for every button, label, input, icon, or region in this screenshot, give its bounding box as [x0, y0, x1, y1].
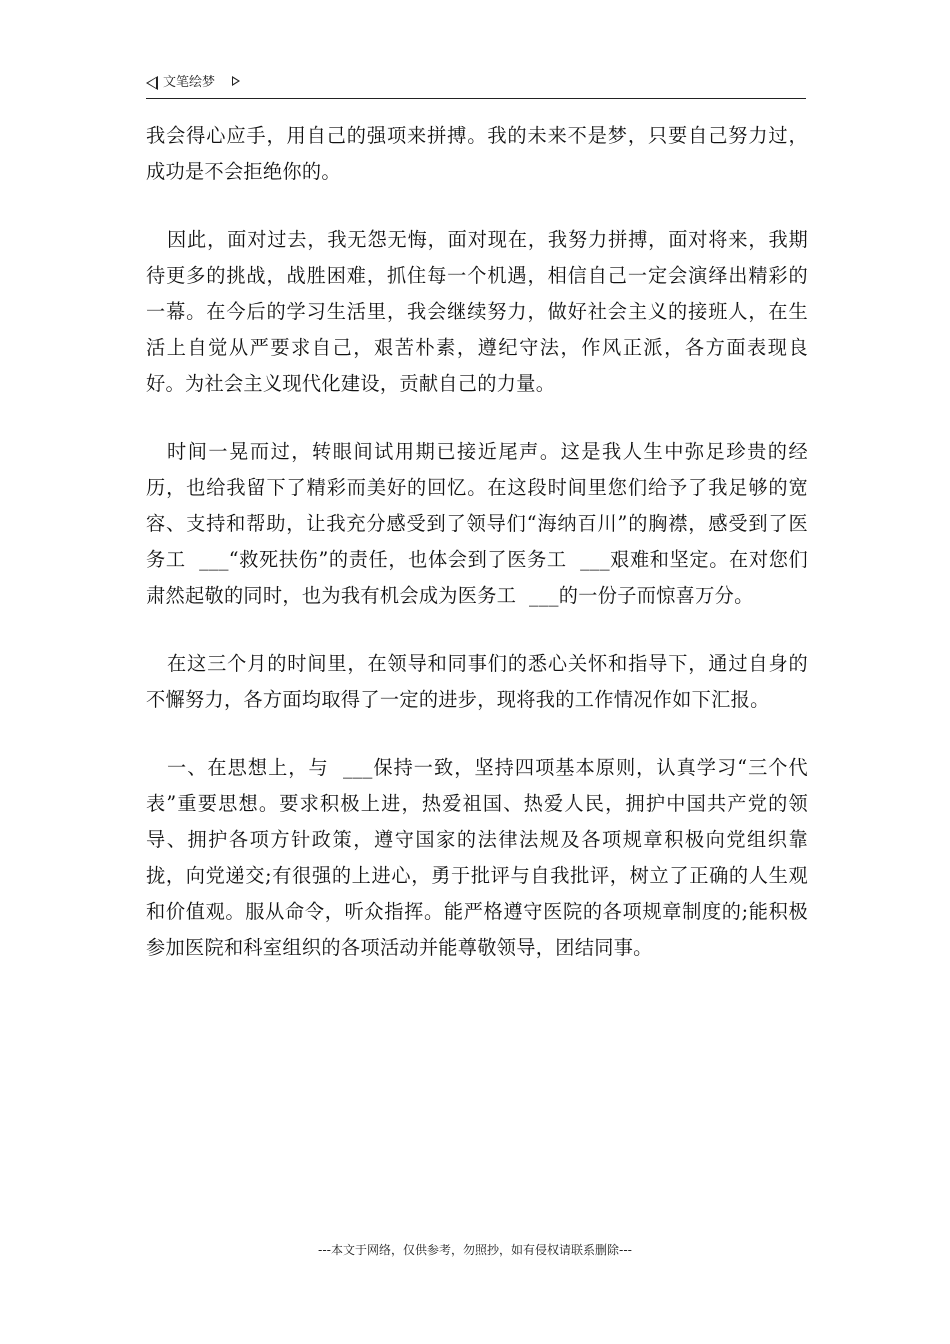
paragraph-2: 因此，面对过去，我无怨无悔，面对现在，我努力拼搏，面对将来，我期待更多的挑战，战胜困难，抓住每一个机遇，相信自己一定会演绎出精彩的一幕。在今后的学习生活里，我会继续努力，做好社会主义的接班人，在生活上自觉从严要求自己，艰苦朴素，遵纪守法，作风正派，各方面表现良好。为社会主义现代化建设，贡献自己的力量。: [146, 228, 808, 395]
document-body: [146, 118, 808, 998]
paragraph-4: 在这三个月的时间里，在领导和同事们的悉心关怀和指导下，通过自身的不懈努力，各方面均取得了一定的进步，现将我的工作情况作如下汇报。: [146, 652, 808, 711]
page-header: [146, 74, 806, 99]
paragraph-1: 我会得心应手，用自己的强项来拼搏。我的未来不是梦，只要自己努力过，成功是不会拒绝你的。: [146, 124, 808, 183]
paragraph-3: 时间一晃而过，转眼间试用期已接近尾声。这是我人生中弥足珍贵的经历，也给我留下了精彩而美好的回忆。在这段时间里您们给予了我足够的宽容、支持和帮助，让我充分感受到了领导们“海纳百川”的胸襟，感受到了医务工 ___“救死扶伤”的责任，也体会到了医务工 ___艰难和坚定。在对您们肃然起敬的同时，也为我有机会成为医务工 ___的一份子而惊喜万分。: [146, 440, 808, 607]
triangle-right-icon: [232, 76, 240, 86]
header-title: 文笔绘梦: [163, 75, 216, 90]
page-footer: ---本文于网络，仅供参考，勿照抄，如有侵权请联系删除---: [318, 1243, 632, 1257]
triangle-left-icon: [146, 76, 158, 90]
paragraph-5: 一、在思想上，与 ___保持一致，坚持四项基本原则，认真学习“三个代表”重要思想。要求积极上进，热爱祖国、热爱人民，拥护中国共产党的领导、拥护各项方针政策，遵守国家的法律法规及各项规章积极向党组织靠拢，向党递交;有很强的上进心，勇于批评与自我批评，树立了正确的人生观和价值观。服从命令，听众指挥。能严格遵守医院的各项规章制度的;能积极参加医院和科室组织的各项活动并能尊敬领导，团结同事。: [146, 756, 808, 959]
